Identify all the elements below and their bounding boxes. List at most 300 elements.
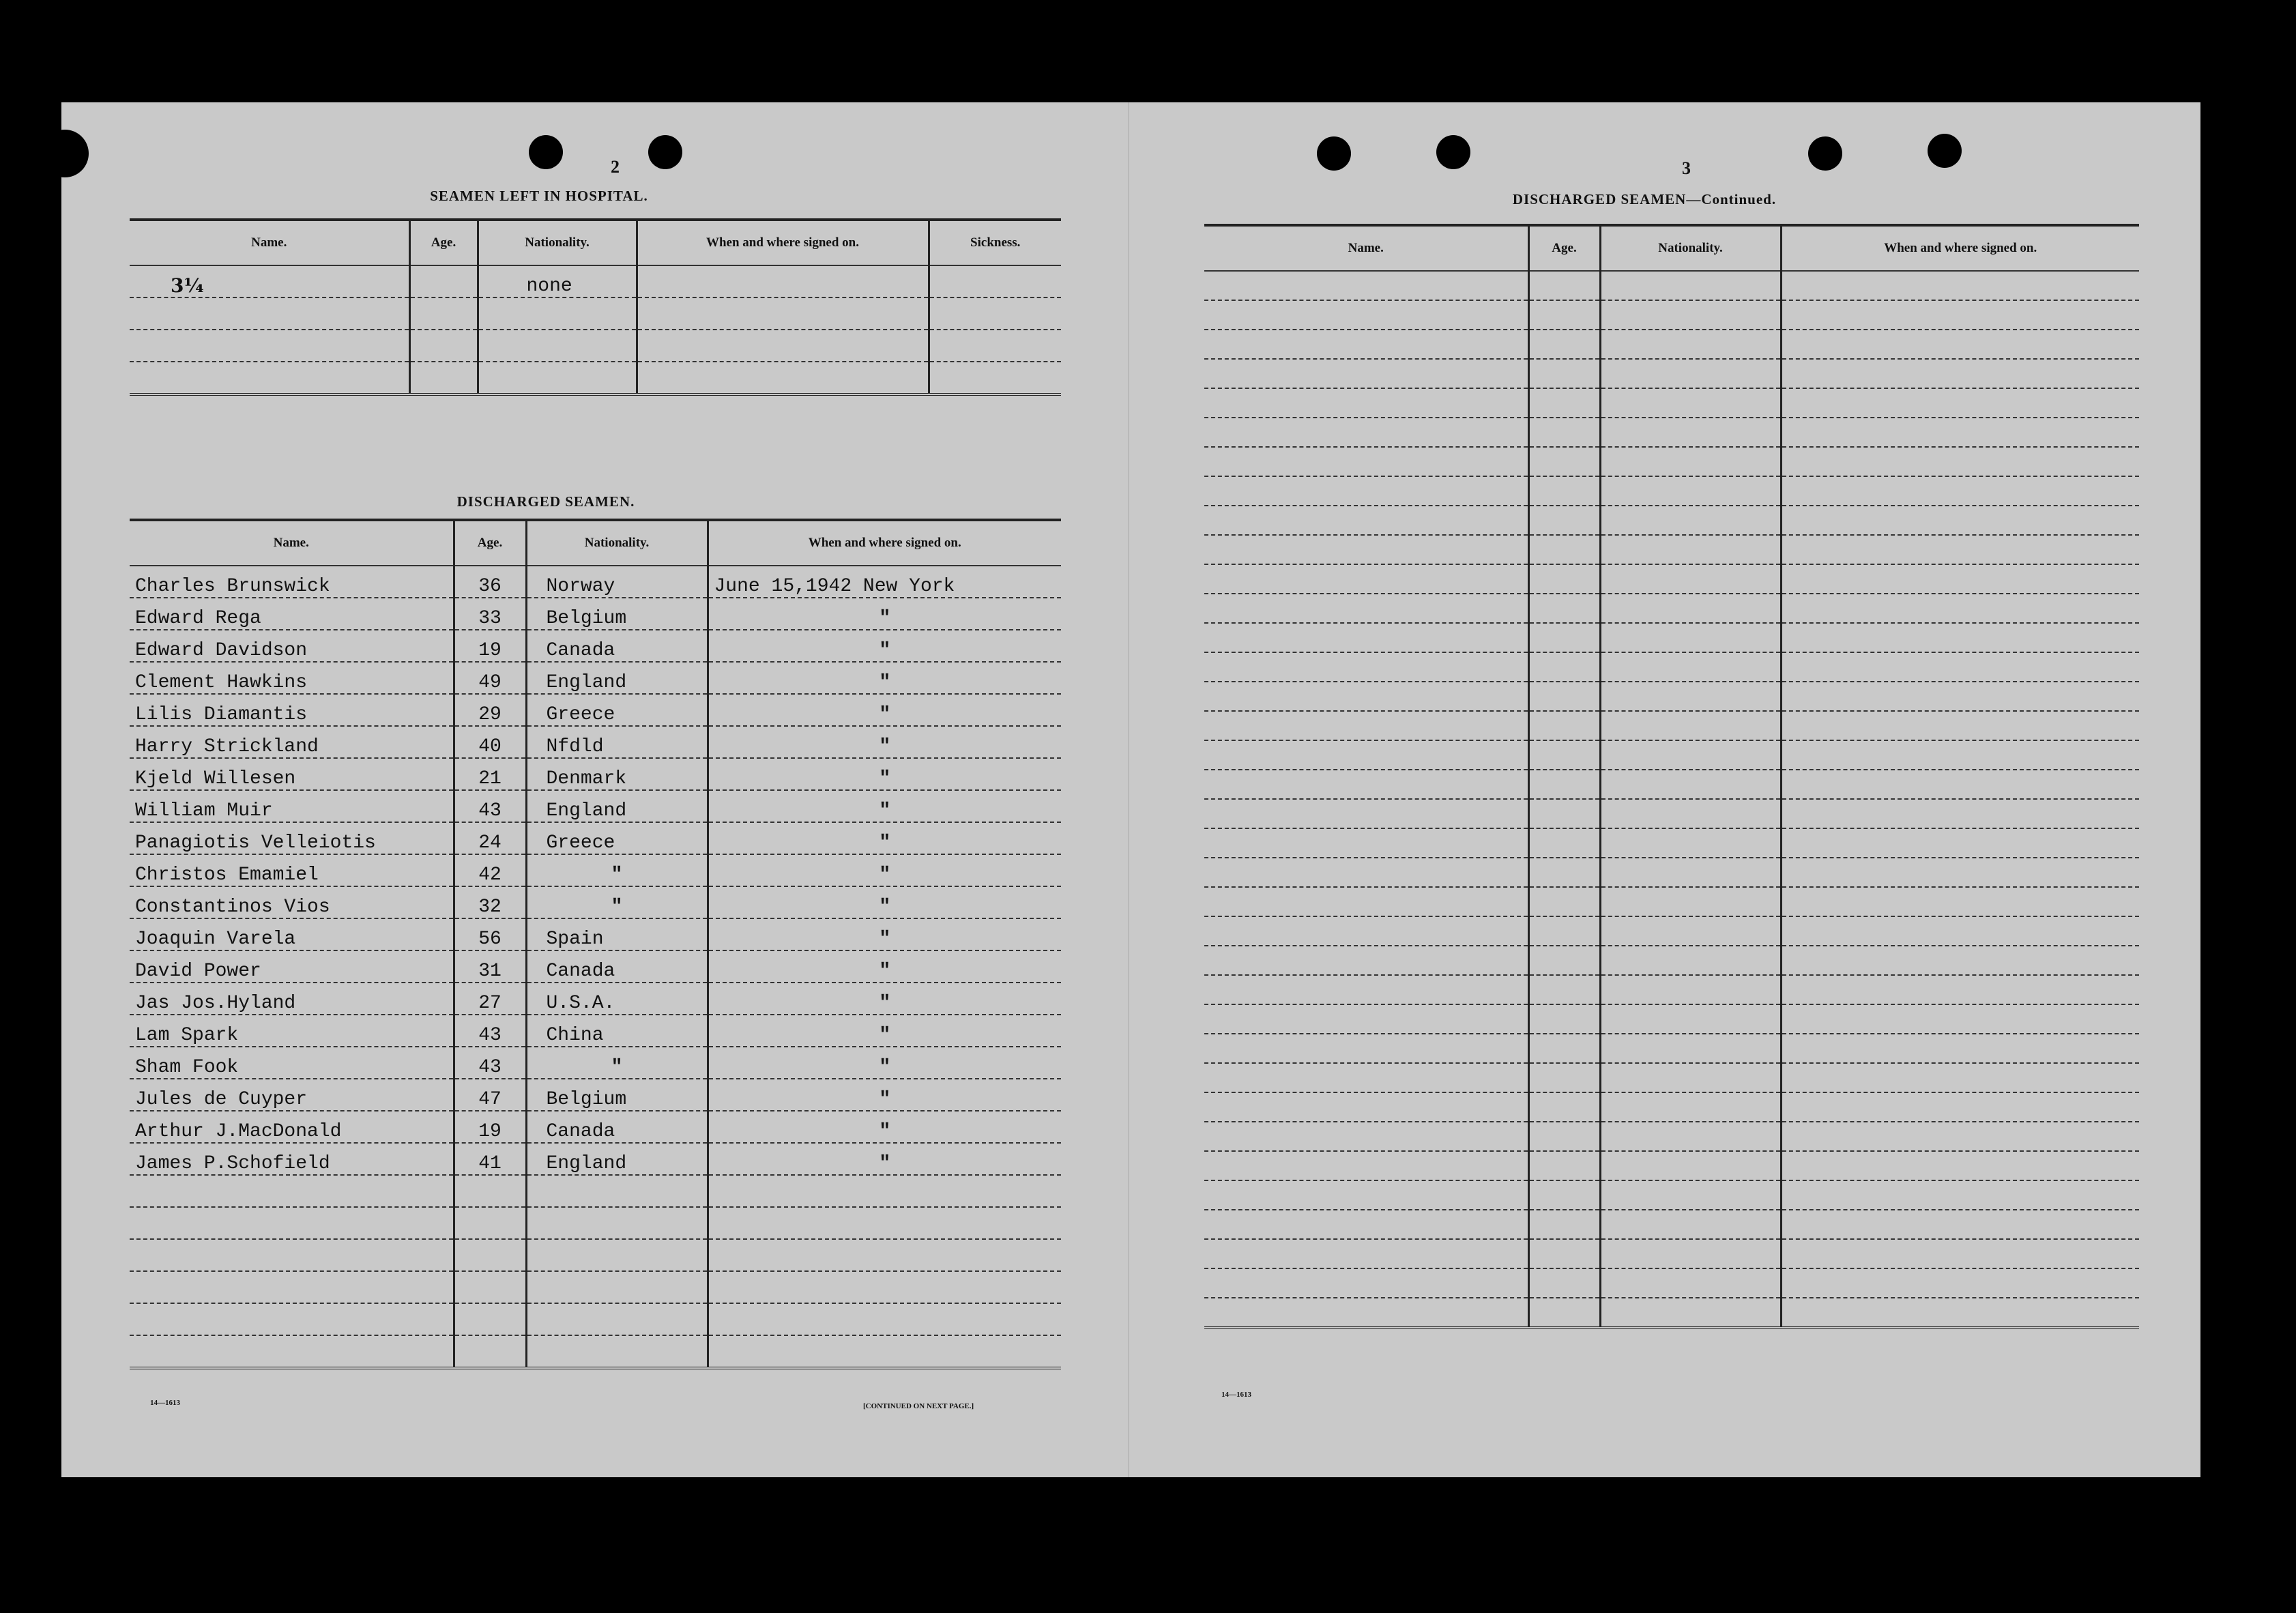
table-cell [1528,506,1600,535]
cell-age: 49 [454,662,526,694]
table-cell [1600,711,1781,740]
cell-name: Sham Fook [130,1047,454,1079]
table-cell [1204,535,1528,564]
cell-age: 43 [454,1047,526,1079]
table-row [1204,359,2139,388]
cell-signed-on [708,1271,1061,1303]
table-cell [1781,564,2139,594]
cell-age: 42 [454,854,526,886]
table-row [130,1047,1061,1079]
table-row [130,950,1061,983]
table-cell [1204,476,1528,506]
table-cell [1528,682,1600,711]
cell-name: Clement Hawkins [130,662,454,694]
cell-nationality: Nfdld [526,726,708,758]
table-cell [1600,418,1781,447]
table-cell [1600,447,1781,476]
table-cell [1204,447,1528,476]
table-cell [1600,740,1781,770]
table-cell [1600,946,1781,975]
table-cell [1781,506,2139,535]
page-number-right: 3 [1682,158,1691,178]
table-cell [1781,388,2139,418]
table-cell [1528,1298,1600,1328]
cell-name [130,1271,454,1303]
table-cell [1600,1239,1781,1268]
table-row [130,694,1061,726]
table-cell [1528,770,1600,799]
cell-age [454,1207,526,1239]
table-row [130,1335,1061,1368]
cell-name [130,1207,454,1239]
table-cell [1781,300,2139,330]
cell-nationality: Canada [526,950,708,983]
hospital-title: SEAMEN LEFT IN HOSPITAL. [430,188,648,204]
table-cell [1528,447,1600,476]
cell-signed-on: " [708,598,1061,630]
table-cell [1600,975,1781,1004]
cell-nationality: U.S.A. [526,983,708,1015]
table-cell [1204,1004,1528,1034]
table-cell [1781,652,2139,682]
table-cell [1528,1180,1600,1210]
table-cell [1600,652,1781,682]
table-cell [1781,711,2139,740]
table-cell [1600,1034,1781,1063]
table-row [1204,682,2139,711]
cell-name: Lilis Diamantis [130,694,454,726]
cell-name [130,1239,454,1271]
cell-age: 29 [454,694,526,726]
table-row [1204,1092,2139,1122]
table-cell [1204,946,1528,975]
table-cell [1781,770,2139,799]
table-cell [1600,1210,1781,1239]
cell-name: Harry Strickland [130,726,454,758]
table-cell [1528,740,1600,770]
cell-nationality: Norway [526,566,708,598]
cell-signed-on: " [708,1143,1061,1175]
cell-age: 19 [454,1111,526,1143]
table-cell [1204,652,1528,682]
table-cell [1204,271,1528,300]
cell-nationality [526,1239,708,1271]
table-cell [637,265,929,297]
table-cell [1600,682,1781,711]
page-number-left: 2 [611,157,620,177]
cell-signed-on [708,1239,1061,1271]
cell-age: 33 [454,598,526,630]
table-row [130,1303,1061,1335]
table-row [1204,1151,2139,1180]
table-row [130,1175,1061,1207]
cell-age: 43 [454,790,526,822]
cell-age [454,1239,526,1271]
table-cell [1528,535,1600,564]
table-row [1204,330,2139,359]
cell-nationality [526,1303,708,1335]
table-cell [1528,1268,1600,1298]
table-cell [1781,330,2139,359]
table-row [1204,1298,2139,1328]
cell-nationality: England [526,1143,708,1175]
table-row [130,630,1061,662]
cell-signed-on [708,1335,1061,1368]
table-cell [1204,711,1528,740]
table-cell [1600,330,1781,359]
table-cell [1781,1034,2139,1063]
column-header-signed-on: When and where signed on. [637,220,929,265]
table-row [130,1207,1061,1239]
cell-signed-on: " [708,694,1061,726]
table-cell [1528,359,1600,388]
table-cell [1781,359,2139,388]
table-cell [1781,682,2139,711]
table-row [130,662,1061,694]
cell-name: Edward Davidson [130,630,454,662]
table-row [1204,1239,2139,1268]
table-cell [1600,564,1781,594]
table-cell [1528,271,1600,300]
cell-nationality: " [526,854,708,886]
cell-age: 40 [454,726,526,758]
table-cell [1528,418,1600,447]
cell-signed-on [708,1207,1061,1239]
cell-signed-on [708,1303,1061,1335]
table-cell [1528,300,1600,330]
table-cell [1781,1092,2139,1122]
table-cell [1204,623,1528,652]
column-header-nationality: Nationality. [478,220,637,265]
table-row [1204,506,2139,535]
table-cell [1528,1122,1600,1151]
table-row [1204,535,2139,564]
form-number-right: 14—1613 [1221,1391,1251,1399]
column-header-age: Age. [409,220,478,265]
table-cell [1781,447,2139,476]
table-cell [1781,828,2139,858]
table-cell [1204,1210,1528,1239]
table-row [1204,1210,2139,1239]
table-cell [1600,535,1781,564]
table-cell [1204,1180,1528,1210]
table-row [1204,711,2139,740]
cell-nationality [526,1271,708,1303]
table-row [1204,1122,2139,1151]
table-row [130,758,1061,790]
table-cell [1204,1298,1528,1328]
torn-corner [41,130,89,177]
table-cell [1528,1210,1600,1239]
table-cell [1528,1063,1600,1092]
table-cell [1781,535,2139,564]
cell-name: Arthur J.MacDonald [130,1111,454,1143]
table-row [130,854,1061,886]
cell-age: 31 [454,950,526,983]
cell-nationality: Greece [526,822,708,854]
cell-signed-on: " [708,1047,1061,1079]
cell-signed-on: " [708,1111,1061,1143]
cell-age: 19 [454,630,526,662]
table-cell [1781,1180,2139,1210]
table-cell [1781,887,2139,916]
table-cell [929,265,1061,297]
table-cell [1528,564,1600,594]
table-cell [1204,916,1528,946]
table-cell [1600,799,1781,828]
table-cell [1600,359,1781,388]
table-cell [1600,476,1781,506]
table-cell [1528,946,1600,975]
table-row [130,362,1061,394]
continued-table [1204,224,2139,1329]
table-cell [1204,740,1528,770]
table-cell [1600,1092,1781,1122]
table-cell [1528,330,1600,359]
cell-nationality: " [526,1047,708,1079]
table-row [1204,828,2139,858]
table-cell [1528,828,1600,858]
table-cell [1204,1151,1528,1180]
cell-age [454,1271,526,1303]
table-row [1204,770,2139,799]
table-cell [1204,858,1528,887]
hospital-table [130,218,1061,396]
table-row [1204,916,2139,946]
cell-nationality: Canada [526,630,708,662]
table-cell [1781,1298,2139,1328]
cell-name [130,1303,454,1335]
table-cell [1600,1004,1781,1034]
cell-age: 47 [454,1079,526,1111]
table-cell [1600,828,1781,858]
cell-signed-on: " [708,1015,1061,1047]
table-row [130,330,1061,362]
cell-nationality: " [526,886,708,918]
punch-hole [1436,135,1470,169]
table-row [1204,975,2139,1004]
table-cell [1600,271,1781,300]
table-cell [1528,1004,1600,1034]
table-cell [1781,623,2139,652]
cell-signed-on: " [708,854,1061,886]
table-cell [1204,1239,1528,1268]
column-header-age: Age. [454,520,526,566]
table-cell [1204,388,1528,418]
table-cell [1600,1122,1781,1151]
table-row [1204,594,2139,623]
cell-signed-on: " [708,950,1061,983]
table-cell [1528,887,1600,916]
hospital-value: none [478,265,637,297]
table-row [1204,1063,2139,1092]
punch-hole [1928,134,1962,168]
table-cell [1204,1268,1528,1298]
table-cell [1600,858,1781,887]
table-row [130,265,1061,297]
table-cell [1781,1239,2139,1268]
cell-signed-on: " [708,662,1061,694]
column-header-nationality: Nationality. [526,520,708,566]
page-fold [1128,102,1129,1477]
table-row [130,822,1061,854]
table-cell [1600,1298,1781,1328]
table-cell [1781,975,2139,1004]
table-row [130,983,1061,1015]
table-cell [1204,506,1528,535]
table-cell [1204,1122,1528,1151]
discharged-title: DISCHARGED SEAMEN. [456,493,635,510]
cell-signed-on: " [708,886,1061,918]
table-cell [1528,799,1600,828]
table-row [130,566,1061,598]
column-header-age: Age. [1528,225,1600,271]
table-cell [1781,476,2139,506]
table-cell [1528,1151,1600,1180]
cell-age: 56 [454,918,526,950]
column-header-name: Name. [130,220,409,265]
table-row [130,1015,1061,1047]
table-cell [1781,1122,2139,1151]
table-row [1204,740,2139,770]
table-row [130,886,1061,918]
table-cell [1781,946,2139,975]
table-row [130,598,1061,630]
cell-age: 43 [454,1015,526,1047]
table-cell [1204,594,1528,623]
table-row [1204,271,2139,300]
continued-note: [CONTINUED ON NEXT PAGE.] [863,1402,974,1410]
cell-age: 27 [454,983,526,1015]
table-cell [1204,828,1528,858]
cell-signed-on: " [708,983,1061,1015]
table-cell [1600,1151,1781,1180]
table-cell [1204,418,1528,447]
table-cell [1600,594,1781,623]
table-cell [1600,770,1781,799]
cell-signed-on: " [708,822,1061,854]
table-cell [1204,799,1528,828]
table-cell [1204,564,1528,594]
table-cell [1600,506,1781,535]
cell-nationality: England [526,790,708,822]
table-row [130,1079,1061,1111]
table-cell [1600,623,1781,652]
cell-nationality: Belgium [526,1079,708,1111]
table-cell [1600,1268,1781,1298]
table-cell [1528,594,1600,623]
table-cell [1204,359,1528,388]
cell-nationality [526,1175,708,1207]
cell-name: Constantinos Vios [130,886,454,918]
cell-signed-on: " [708,1079,1061,1111]
table-cell [1600,887,1781,916]
table-cell [1528,916,1600,946]
table-cell [1528,1092,1600,1122]
table-cell [1781,271,2139,300]
cell-signed-on: June 15,1942 New York [708,566,1061,598]
table-row [1204,476,2139,506]
cell-name: William Muir [130,790,454,822]
cell-age: 32 [454,886,526,918]
column-header-nationality: Nationality. [1600,225,1781,271]
table-row [1204,418,2139,447]
table-row [130,1111,1061,1143]
table-row [130,1271,1061,1303]
table-cell [1781,1004,2139,1034]
cell-age: 36 [454,566,526,598]
table-cell [1528,476,1600,506]
cell-name [130,1335,454,1368]
cell-name: Panagiotis Velleiotis [130,822,454,854]
cell-nationality: Greece [526,694,708,726]
cell-name: Christos Emamiel [130,854,454,886]
table-cell [1600,1180,1781,1210]
table-cell [1204,770,1528,799]
table-row [1204,1180,2139,1210]
table-cell [1781,594,2139,623]
table-cell [1204,975,1528,1004]
cell-name: Edward Rega [130,598,454,630]
cell-name: Jas Jos.Hyland [130,983,454,1015]
cell-name: Joaquin Varela [130,918,454,950]
table-row [1204,388,2139,418]
punch-hole [648,135,682,169]
cell-age [454,1175,526,1207]
cell-name: Jules de Cuyper [130,1079,454,1111]
table-cell [1528,623,1600,652]
cell-age [454,1335,526,1368]
table-row [130,1143,1061,1175]
table-cell [1204,330,1528,359]
cell-name: James P.Schofield [130,1143,454,1175]
cell-age [454,1303,526,1335]
table-cell [1781,858,2139,887]
discharged-table [130,519,1061,1369]
handwritten-mark: 3¼ [130,265,409,297]
cell-nationality: Belgium [526,598,708,630]
table-row [1204,300,2139,330]
table-cell [1781,799,2139,828]
table-cell [1600,300,1781,330]
cell-name: Charles Brunswick [130,566,454,598]
form-number-left: 14—1613 [150,1399,180,1407]
cell-nationality: England [526,662,708,694]
cell-name: Lam Spark [130,1015,454,1047]
punch-hole [1317,136,1351,171]
table-cell [1204,1063,1528,1092]
cell-nationality: Denmark [526,758,708,790]
table-cell [1781,1063,2139,1092]
table-cell [409,265,478,297]
table-row [1204,858,2139,887]
cell-age: 41 [454,1143,526,1175]
cell-signed-on [708,1175,1061,1207]
table-row [1204,799,2139,828]
table-cell [1204,682,1528,711]
column-header-signed-on: When and where signed on. [708,520,1061,566]
table-cell [1600,916,1781,946]
table-cell [1781,1210,2139,1239]
cell-age: 21 [454,758,526,790]
table-cell [1528,858,1600,887]
cell-signed-on: " [708,726,1061,758]
cell-nationality: China [526,1015,708,1047]
table-row [130,790,1061,822]
continued-title: DISCHARGED SEAMEN—Continued. [1512,191,1777,207]
column-header-sickness: Sickness. [929,220,1061,265]
table-row [1204,946,2139,975]
